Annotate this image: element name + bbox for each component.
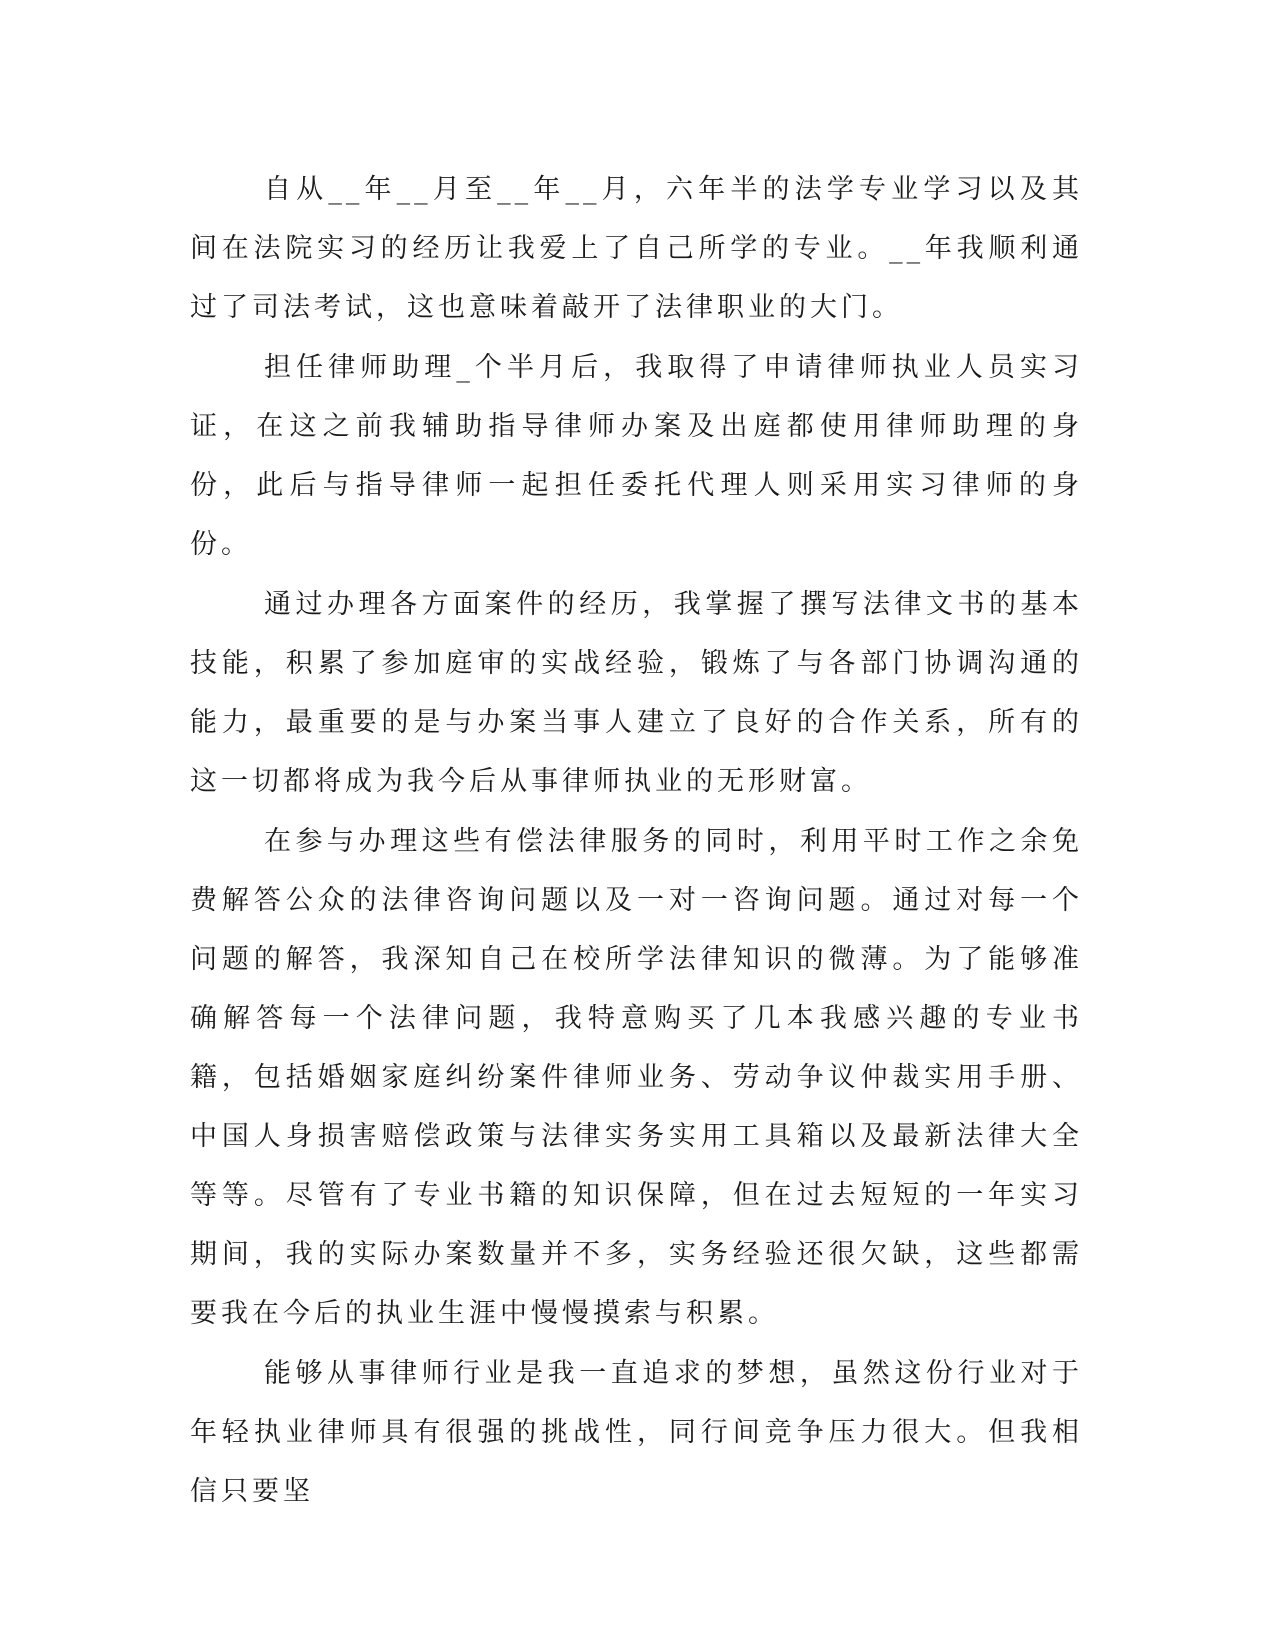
paragraph-2: 担任律师助理_个半月后，我取得了申请律师执业人员实习证，在这之前我辅助指导律师办案及出庭都使用律师助理的身份，此后与指导律师一起担任委托代理人则采用实习律师的身份。 [190,352,1083,560]
document-body [190,160,1083,1522]
paragraph-4: 在参与办理这些有偿法律服务的同时，利用平时工作之余免费解答公众的法律咨询问题以及一对一咨询问题。通过对每一个问题的解答，我深知自己在校所学法律知识的微薄。为了能够准确解答每一个法律问题，我特意购买了几本我感兴趣的专业书籍，包括婚姻家庭纠纷案件律师业务、劳动争议仲裁实用手册、中国人身损害赔偿政策与法律实务实用工具箱以及最新法律大全等等。尽管有了专业书籍的知识保障，但在过去短短的一年实习期间，我的实际办案数量并不多，实务经验还很欠缺，这些都需要我在今后的执业生涯中慢慢摸索与积累。 [190,826,1083,1329]
paragraph-5: 能够从事律师行业是我一直追求的梦想，虽然这份行业对于年轻执业律师具有很强的挑战性，同行间竞争压力很大。但我相信只要坚 [190,1358,1083,1507]
paragraph-3: 通过办理各方面案件的经历，我掌握了撰写法律文书的基本技能，积累了参加庭审的实战经验，锻炼了与各部门协调沟通的能力，最重要的是与办案当事人建立了良好的合作关系，所有的这一切都将成为我今后从事律师执业的无形财富。 [190,589,1083,797]
paragraph-1: 自从__年__月至__年__月，六年半的法学专业学习以及其间在法院实习的经历让我爱上了自己所学的专业。__年我顺利通过了司法考试，这也意味着敲开了法律职业的大门。 [190,174,1083,323]
